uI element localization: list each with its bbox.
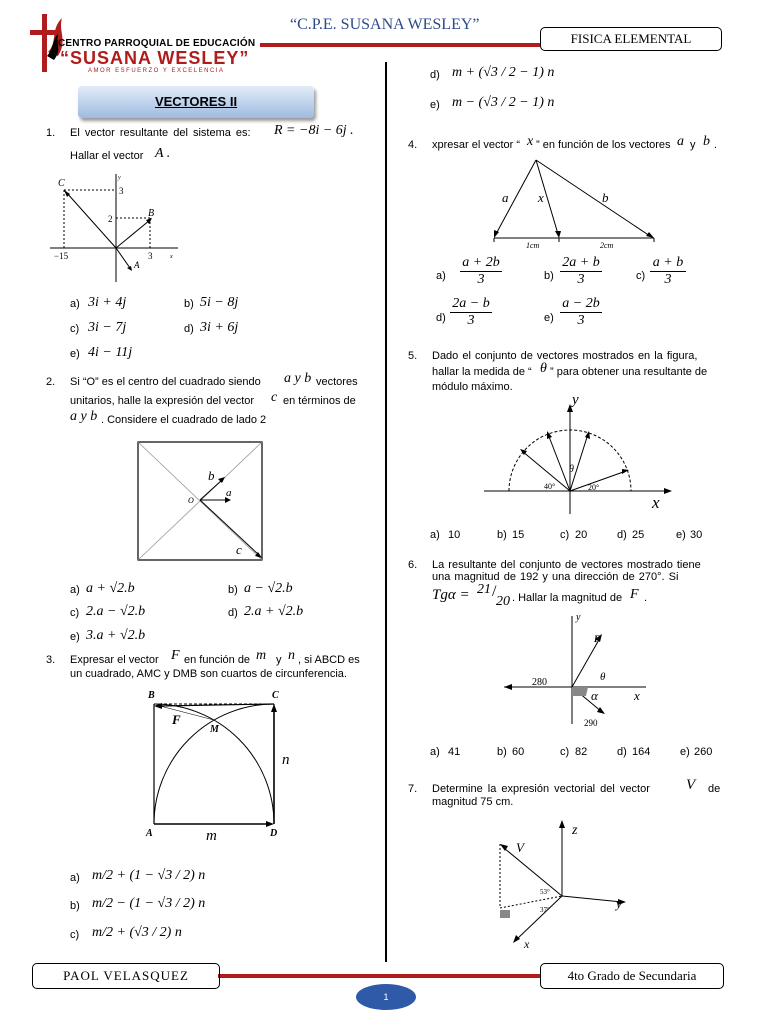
q6-option-b: 60 — [512, 746, 525, 758]
q1-tick-y3: 3 — [119, 186, 124, 196]
q7-y-axis — [562, 896, 622, 902]
q2-label-o: O — [188, 496, 194, 505]
q4-text-b: ” en función de los vectores — [536, 139, 671, 151]
q1-tick-x3: 3 — [148, 251, 153, 261]
q4-label-a: a — [502, 190, 509, 205]
q3-label-f: F — [172, 712, 181, 727]
q1-option-a: 3i + 4j — [88, 295, 127, 310]
q7-label-y: y — [616, 896, 622, 911]
q4-label-x: x — [538, 190, 544, 205]
q6-label-f: F — [594, 634, 601, 644]
q7-label-53: 53° — [540, 888, 550, 896]
q1-tick-xm15: −15 — [54, 251, 69, 261]
q1-option-c-label: c) — [70, 323, 80, 335]
q6-option-a: 41 — [448, 746, 461, 758]
q3-line2: un cuadrado, AMC y DMB son cuartos de circunferencia. — [70, 668, 347, 680]
q1-option-d: 3i + 6j — [200, 320, 239, 335]
q1-vector-b — [116, 220, 150, 248]
q1-vector: A . — [155, 146, 171, 161]
q1-label-c: C — [58, 178, 65, 189]
q1-axis-x: x — [170, 254, 173, 260]
q2-option-e: 3.a + √2.b — [86, 628, 146, 643]
q6-tg-slash: / — [492, 583, 497, 600]
q5-line3: módulo máximo. — [432, 381, 513, 393]
q5-option-d-label: d) — [617, 529, 627, 541]
center-title: “C.P.E. SUSANA WESLEY” — [290, 16, 480, 33]
q5-label-y: y — [572, 394, 579, 408]
footer-rule — [218, 974, 540, 978]
q2-line3-vectors: a y b — [70, 409, 98, 424]
q4-option-c-label: c) — [636, 270, 646, 282]
q3-label-a: A — [146, 828, 153, 839]
q6-option-d: 164 — [632, 746, 651, 758]
q4-vector-b — [536, 160, 650, 236]
q2-line2-b: en términos de — [283, 395, 356, 407]
q3-line1-a: Expresar el vector — [70, 654, 159, 666]
q1-option-c: 3i − 7j — [88, 320, 127, 335]
q3-option-a: m/2 + (1 − √3 / 2) n — [92, 868, 206, 883]
q2-label-c: c — [236, 542, 242, 557]
q3-label-c: C — [272, 690, 279, 701]
q6-option-c-label: c) — [560, 746, 570, 758]
q7-vector-v — [504, 848, 562, 896]
q1-number: 1. — [46, 127, 56, 139]
q3-label-m-point: M — [210, 724, 219, 735]
q4-option-d-num: 2a − b — [450, 296, 492, 313]
q7-shaded-square — [500, 910, 510, 918]
q4-b: b — [703, 134, 710, 149]
q6-option-e: 260 — [694, 746, 713, 758]
q4-option-c-den: 3 — [664, 272, 672, 287]
q5-option-c-label: c) — [560, 529, 570, 541]
q5-line2-theta: θ — [540, 361, 547, 376]
q6-label-280: 280 — [532, 677, 547, 688]
q7-label-37: 37° — [540, 906, 550, 914]
q5-label-40: 40° — [544, 482, 556, 491]
q6-line3-a: . Hallar la magnitud de — [512, 592, 623, 604]
school-name-line1: CENTRO PARROQUIAL DE EDUCACIÓN — [58, 38, 256, 49]
q1-option-e: 4i − 11j — [88, 345, 133, 360]
q2-line1-vectors: a y b — [284, 371, 312, 386]
q3-line1-f: F — [171, 648, 180, 663]
subject-box: FISICA ELEMENTAL — [540, 27, 722, 51]
q3-label-d: D — [270, 828, 278, 839]
q2-option-b: a − √2.b — [244, 581, 293, 596]
q6-label-x: x — [634, 688, 640, 703]
q1-label-b: B — [148, 208, 155, 219]
q1-text-b: Hallar el vector — [70, 150, 144, 162]
q3-option-b-label: b) — [70, 900, 80, 912]
q6-label-alpha: α — [591, 688, 598, 703]
q5-label-theta: θ — [569, 464, 574, 475]
q5-option-b-label: b) — [497, 529, 507, 541]
footer-author: PAOL VELASQUEZ — [32, 963, 220, 989]
q7-line1-v: V — [686, 777, 696, 793]
q5-line2-a: hallar la medida de “ — [432, 366, 532, 378]
q3-option-b: m/2 − (1 − √3 / 2) n — [92, 896, 206, 911]
q3-option-d: m + (√3 / 2 − 1) n — [452, 65, 555, 80]
q1-axis-y: y — [118, 175, 121, 181]
q6-tg-den: 20 — [496, 594, 510, 609]
q2-figure-square — [136, 440, 266, 564]
q6-line3-f: F — [630, 587, 639, 602]
q1-tick-y2: 2 — [108, 214, 113, 224]
q6-option-a-label: a) — [430, 746, 440, 758]
q7-line1-b: de — [708, 783, 721, 795]
q5-option-a: 10 — [448, 529, 461, 541]
q6-tg-num: 21 — [477, 582, 491, 597]
section-title: VECTORES II — [78, 86, 314, 118]
q6-option-d-label: d) — [617, 746, 627, 758]
q1-figure — [46, 170, 186, 288]
q6-label-y: y — [576, 612, 581, 623]
q4-dot: . — [714, 139, 718, 151]
q4-a: a — [677, 134, 684, 149]
q7-line2: magnitud 75 cm. — [432, 796, 514, 808]
q3-line1-n: n — [288, 648, 295, 663]
q5-figure — [480, 394, 680, 514]
q3-option-d-label: d) — [430, 69, 440, 81]
header-rule — [260, 43, 540, 47]
q2-option-c-label: c) — [70, 607, 80, 619]
q2-option-c: 2.a − √2.b — [86, 604, 146, 619]
q7-number: 7. — [408, 783, 418, 795]
q4-y: y — [690, 139, 696, 151]
footer-grade: 4to Grado de Secundaria — [540, 963, 724, 989]
q3-option-a-label: a) — [70, 872, 80, 884]
q1-formula: R = −8i − 6j . — [274, 123, 354, 138]
q4-option-a-label: a) — [436, 270, 446, 282]
q2-option-a-label: a) — [70, 584, 80, 596]
q3-line1-c: , si ABCD es — [298, 654, 360, 666]
q4-option-e-den: 3 — [577, 313, 585, 328]
q5-label-20: 20° — [588, 483, 600, 492]
q4-option-e — [560, 296, 602, 329]
q6-option-b-label: b) — [497, 746, 507, 758]
q6-vector-280 — [504, 684, 512, 690]
q4-option-a-num: a + 2b — [460, 255, 502, 272]
q5-option-b: 15 — [512, 529, 525, 541]
q5-option-e-label: e) — [676, 529, 686, 541]
q4-option-b-label: b) — [544, 270, 554, 282]
q1-label-a: A — [134, 260, 140, 270]
q4-option-b-den: 3 — [577, 272, 585, 287]
q2-label-a: a — [226, 487, 232, 499]
school-motto: AMOR ESFUERZO Y EXCELENCIA — [88, 68, 225, 74]
q4-x: x — [527, 134, 534, 149]
q4-label-b: b — [602, 190, 609, 205]
q5-option-d: 25 — [632, 529, 645, 541]
q2-line2: unitarios, halle la expresión del vector — [70, 395, 255, 407]
q1-text: El vector resultante del sistema es: — [70, 127, 251, 139]
q4-option-e-label: e) — [544, 312, 554, 324]
q2-line1: Si “O” es el centro del cuadrado siendo — [70, 376, 261, 388]
q5-option-a-label: a) — [430, 529, 440, 541]
q6-line2: una magnitud de 192 y una dirección de 270°. Si — [432, 571, 679, 583]
q1-vector-a — [116, 248, 130, 268]
q4-option-b-num: 2a + b — [560, 255, 602, 272]
q7-label-z: z — [572, 823, 578, 838]
q2-option-b-label: b) — [228, 584, 238, 596]
q5-line1: Dado el conjunto de vectores mostrados en la figura, — [432, 350, 698, 362]
q3-line1-y: y — [276, 654, 282, 666]
q1-option-e-label: e) — [70, 348, 80, 360]
q2-line2-vector: c — [271, 390, 278, 405]
q2-number: 2. — [46, 376, 56, 388]
q2-option-d: 2.a + √2.b — [244, 604, 304, 619]
q6-option-c: 82 — [575, 746, 588, 758]
q7-figure-3d — [490, 812, 640, 952]
q6-label-theta: θ — [600, 671, 606, 683]
school-name-line2: “SUSANA WESLEY” — [60, 48, 250, 68]
q7-x-axis — [516, 896, 562, 940]
q6-line1: La resultante del conjunto de vectores mostrado tiene — [432, 559, 701, 571]
q5-option-c: 20 — [575, 529, 588, 541]
q4-option-d-label: d) — [436, 312, 446, 324]
q2-option-a: a + √2.b — [86, 581, 135, 596]
q4-option-c — [650, 255, 686, 288]
q4-figure-triangle — [478, 152, 678, 252]
q5-line2-b: ” para obtener una resultante de — [550, 366, 708, 378]
q3-option-c: m/2 + (√3 / 2) n — [92, 925, 182, 940]
q4-option-d-den: 3 — [467, 313, 475, 328]
q1-option-b-label: b) — [184, 298, 194, 310]
q6-tg: Tgα = — [432, 587, 470, 603]
q4-option-e-num: a − 2b — [560, 296, 602, 313]
q5-label-x: x — [652, 493, 660, 512]
q2-label-b: b — [208, 468, 215, 483]
q4-text-a: xpresar el vector “ — [432, 139, 521, 151]
q3-label-m: m — [206, 828, 217, 841]
q2-line1-b: vectores — [316, 376, 358, 388]
page-number-badge: 1 — [356, 984, 416, 1010]
q2-option-e-label: e) — [70, 631, 80, 643]
q4-label-2cm: 2cm — [600, 241, 614, 250]
q3-line1-b: en función de — [184, 654, 251, 666]
q3-option-e: m − (√3 / 2 − 1) n — [452, 95, 555, 110]
q3-label-b: B — [148, 690, 155, 701]
q3-label-n: n — [282, 752, 290, 768]
q4-number: 4. — [408, 139, 418, 151]
column-divider — [385, 62, 387, 962]
q6-label-290: 290 — [584, 718, 598, 728]
q1-option-b: 5i − 8j — [200, 295, 239, 310]
q7-line1-a: Determine la expresión vectorial del vector — [432, 783, 650, 795]
q4-option-c-num: a + b — [650, 255, 686, 272]
q6-option-e-label: e) — [680, 746, 690, 758]
q1-option-a-label: a) — [70, 298, 80, 310]
q6-line3-b: . — [644, 592, 648, 604]
q2-line3: . Considere el cuadrado de lado 2 — [101, 414, 267, 426]
q7-label-x: x — [524, 937, 530, 951]
q5-vector-left — [547, 431, 552, 439]
q6-shaded-angle — [572, 687, 588, 696]
q5-option-e: 30 — [690, 529, 703, 541]
q7-label-v: V — [516, 840, 524, 855]
q4-label-1cm: 1cm — [526, 241, 540, 250]
q3-line1-m: m — [256, 648, 267, 663]
q3-figure-square-arcs — [140, 686, 300, 841]
q2-option-d-label: d) — [228, 607, 238, 619]
q3-option-c-label: c) — [70, 929, 80, 941]
q5-number: 5. — [408, 350, 418, 362]
q4-option-a-den: 3 — [477, 272, 485, 287]
q3-number: 3. — [46, 654, 56, 666]
q4-option-d — [450, 296, 492, 329]
q4-option-b — [560, 255, 602, 288]
q6-number: 6. — [408, 559, 418, 571]
q3-option-e-label: e) — [430, 99, 440, 111]
q1-option-d-label: d) — [184, 323, 194, 335]
q6-figure — [496, 608, 656, 728]
q6-vector-290 — [597, 707, 605, 714]
q4-option-a — [460, 255, 502, 288]
